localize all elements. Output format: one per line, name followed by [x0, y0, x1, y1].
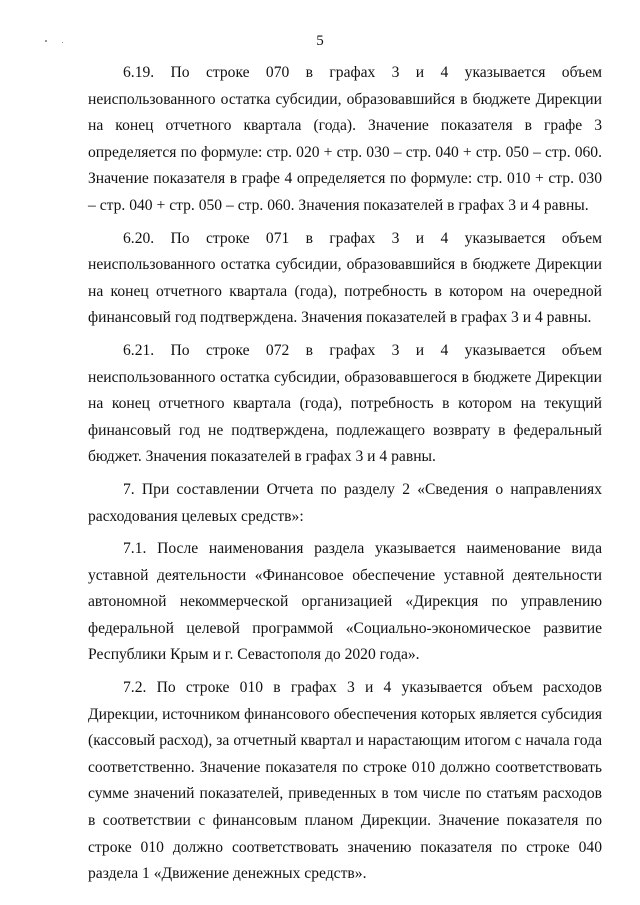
page-number: 5 — [316, 33, 324, 49]
paragraph-7-2: 7.2. По строке 010 в графах 3 и 4 указывается объем расходов Дирекции, источником финансового обеспечения которых является субсидия (кассовый расход), за отчетный квартал и нарастающим итогом с начала года соответственно. Значение показателя по строке 010 должно соответствовать сумме значений показателей, приведенных в том числе по статьям расходов в соответствии с финансовым планом Дирекции. Значение показателя по строке 010 должно соответствовать значению показателя по строке 040 раздела 1 «Движение денежных средств». — [88, 679, 602, 883]
paragraph-6-19: 6.19. По строке 070 в графах 3 и 4 указывается объем неиспользованного остатка субсидии, образовавшийся в бюджете Дирекции на конец отчетного квартала (года). Значение показателя в графе 3 определяется по формуле: стр. 020 + стр. 030 – стр. 040 + стр. 050 – стр. 060. Значение показателя в графе 4 определяется по формуле: стр. 010 + стр. 030 – стр. 040 + стр. 050 – стр. 060. Значения показателей в графах 3 и 4 равны. — [88, 64, 602, 214]
paragraph-6-20: 6.20. По строке 071 в графах 3 и 4 указывается объем неиспользованного остатка субсидии, образовавшийся в бюджете Дирекции на конец отчетного квартала (года), потребность в котором на очередной финансовый год подтверждена. Значения показателей в графах 3 и 4 равны. — [88, 229, 602, 327]
paragraph-7-1: 7.1. После наименования раздела указывается наименование вида уставной деятельности «Финансовое обеспечение уставной деятельности автономной некоммерческой организацией «Дирекция по управлению федеральной целевой программой «Социально-экономическое развитие Республики Крым и г. Севастополя до 2020 года». — [88, 540, 602, 664]
paragraph-7: 7. При составлении Отчета по разделу 2 «Сведения о направлениях расходования целевых средств»: — [88, 480, 602, 525]
document-body — [88, 60, 602, 888]
paragraph-6-21: 6.21. По строке 072 в графах 3 и 4 указывается объем неиспользованного остатка субсидии, образовавшегося в бюджете Дирекции на конец отчетного квартала (года), потребность в котором на текущий финансовый год не подтверждена, подлежащего возврату в федеральный бюджет. Значения показателей в графах 3 и 4 равны. — [88, 341, 602, 466]
